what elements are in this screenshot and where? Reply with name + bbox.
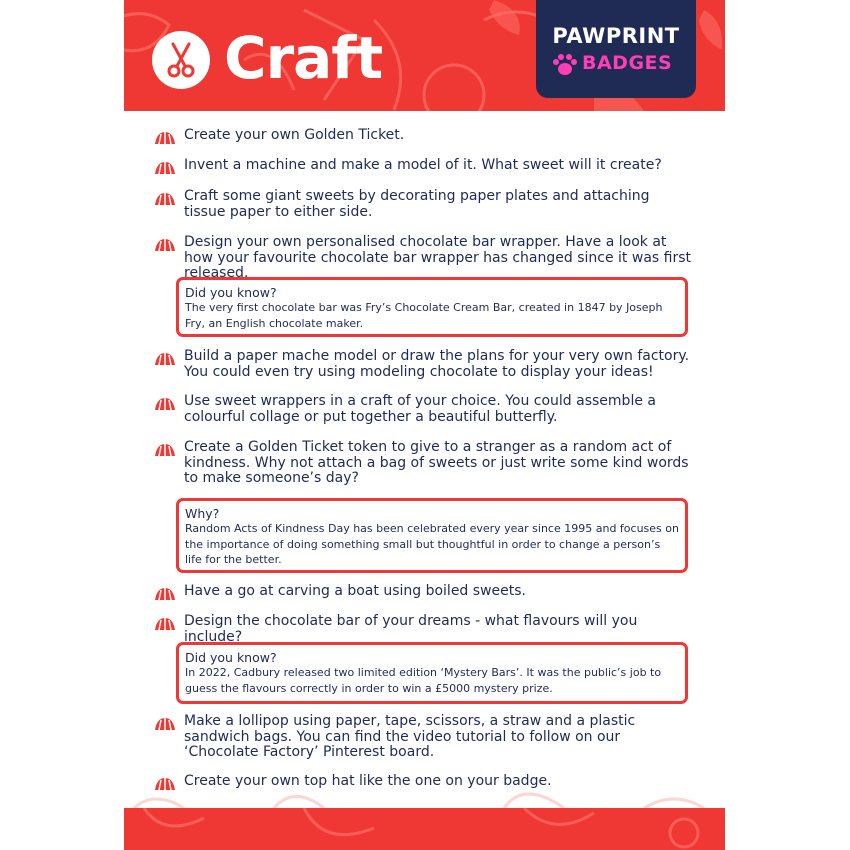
fact-body: The very first chocolate bar was Fry’s Chocolate Cream Bar, created in 1847 by Joseph Fry, an English chocolate maker. bbox=[185, 301, 663, 330]
activity-sheet bbox=[124, 0, 725, 850]
paw-icon bbox=[552, 54, 578, 76]
fact-heading: Did you know? bbox=[185, 650, 277, 665]
sweet-bullet-icon bbox=[154, 238, 176, 252]
list-item bbox=[154, 584, 694, 601]
list-item-text: Create a Golden Ticket token to give to a stranger as a random act of kindness. Why not attach a bag of sweets or just write some kind words to make someone’s day? bbox=[184, 439, 689, 486]
fact-body: Random Acts of Kindness Day has been celebrated every year since 1995 and focuses on the importance of doing something small but thoughtful in order to change a person’s life for the better. bbox=[185, 522, 679, 566]
list-item bbox=[154, 440, 694, 487]
page-title: Craft bbox=[224, 24, 383, 92]
list-item-text: Use sweet wrappers in a craft of your choice. You could assemble a colourful collage or put together a beautiful butterfly. bbox=[184, 393, 656, 425]
sweet-bullet-icon bbox=[154, 443, 176, 457]
logo-line-2: BADGES bbox=[582, 52, 673, 74]
footer-doodle bbox=[124, 808, 725, 850]
list-item-text: Create your own Golden Ticket. bbox=[184, 127, 405, 143]
logo-line-1: PAWPRINT bbox=[552, 24, 680, 48]
pawprint-badges-logo bbox=[536, 0, 696, 98]
sweet-bullet-icon bbox=[154, 617, 176, 631]
list-item bbox=[154, 235, 694, 282]
list-item-text: Create your own top hat like the one on your badge. bbox=[184, 773, 552, 789]
sweet-bullet-icon bbox=[154, 397, 176, 411]
list-item bbox=[154, 158, 694, 175]
header-banner bbox=[124, 0, 725, 111]
fact-box bbox=[176, 498, 688, 573]
sweet-bullet-icon bbox=[154, 717, 176, 731]
sweet-bullet-icon bbox=[154, 352, 176, 366]
sweet-bullet-icon bbox=[154, 192, 176, 206]
fact-heading: Did you know? bbox=[185, 285, 277, 300]
list-item-text: Build a paper mache model or draw the plans for your very own factory. You could even try using modeling chocolate to display your ideas! bbox=[184, 348, 690, 380]
sweet-bullet-icon bbox=[154, 131, 176, 145]
list-item-text: Invent a machine and make a model of it. What sweet will it create? bbox=[184, 157, 662, 173]
list-item-text: Design the chocolate bar of your dreams - what flavours will you include? bbox=[184, 613, 638, 645]
list-item-text: Design your own personalised chocolate bar wrapper. Have a look at how your favourite chocolate bar wrapper has changed since it was first released. bbox=[184, 234, 692, 281]
fact-box bbox=[176, 642, 688, 704]
footer-doodle-fade bbox=[124, 770, 725, 808]
scissors-badge bbox=[152, 31, 210, 89]
footer-banner bbox=[124, 808, 725, 850]
fact-heading: Why? bbox=[185, 506, 220, 521]
list-item bbox=[154, 714, 694, 761]
fact-body: In 2022, Cadbury released two limited edition ‘Mystery Bars’. It was the public’s job to guess the flavours correctly in order to win a £5000 mystery prize. bbox=[185, 666, 662, 695]
list-item bbox=[154, 394, 694, 425]
fact-box bbox=[176, 277, 688, 337]
list-item bbox=[154, 614, 694, 645]
list-item-text: Make a lollipop using paper, tape, scissors, a straw and a plastic sandwich bags. You can find the video tutorial to follow on our ‘Chocolate Factory’ Pinterest board. bbox=[184, 713, 636, 760]
sweet-bullet-icon bbox=[154, 587, 176, 601]
sweet-bullet-icon bbox=[154, 161, 176, 175]
list-item bbox=[154, 128, 694, 145]
list-item-text: Have a go at carving a boat using boiled sweets. bbox=[184, 583, 526, 599]
list-item bbox=[154, 189, 694, 220]
list-item-text: Craft some giant sweets by decorating paper plates and attaching tissue paper to either side. bbox=[184, 188, 650, 220]
list-item bbox=[154, 349, 694, 380]
scissors-icon bbox=[161, 40, 201, 80]
